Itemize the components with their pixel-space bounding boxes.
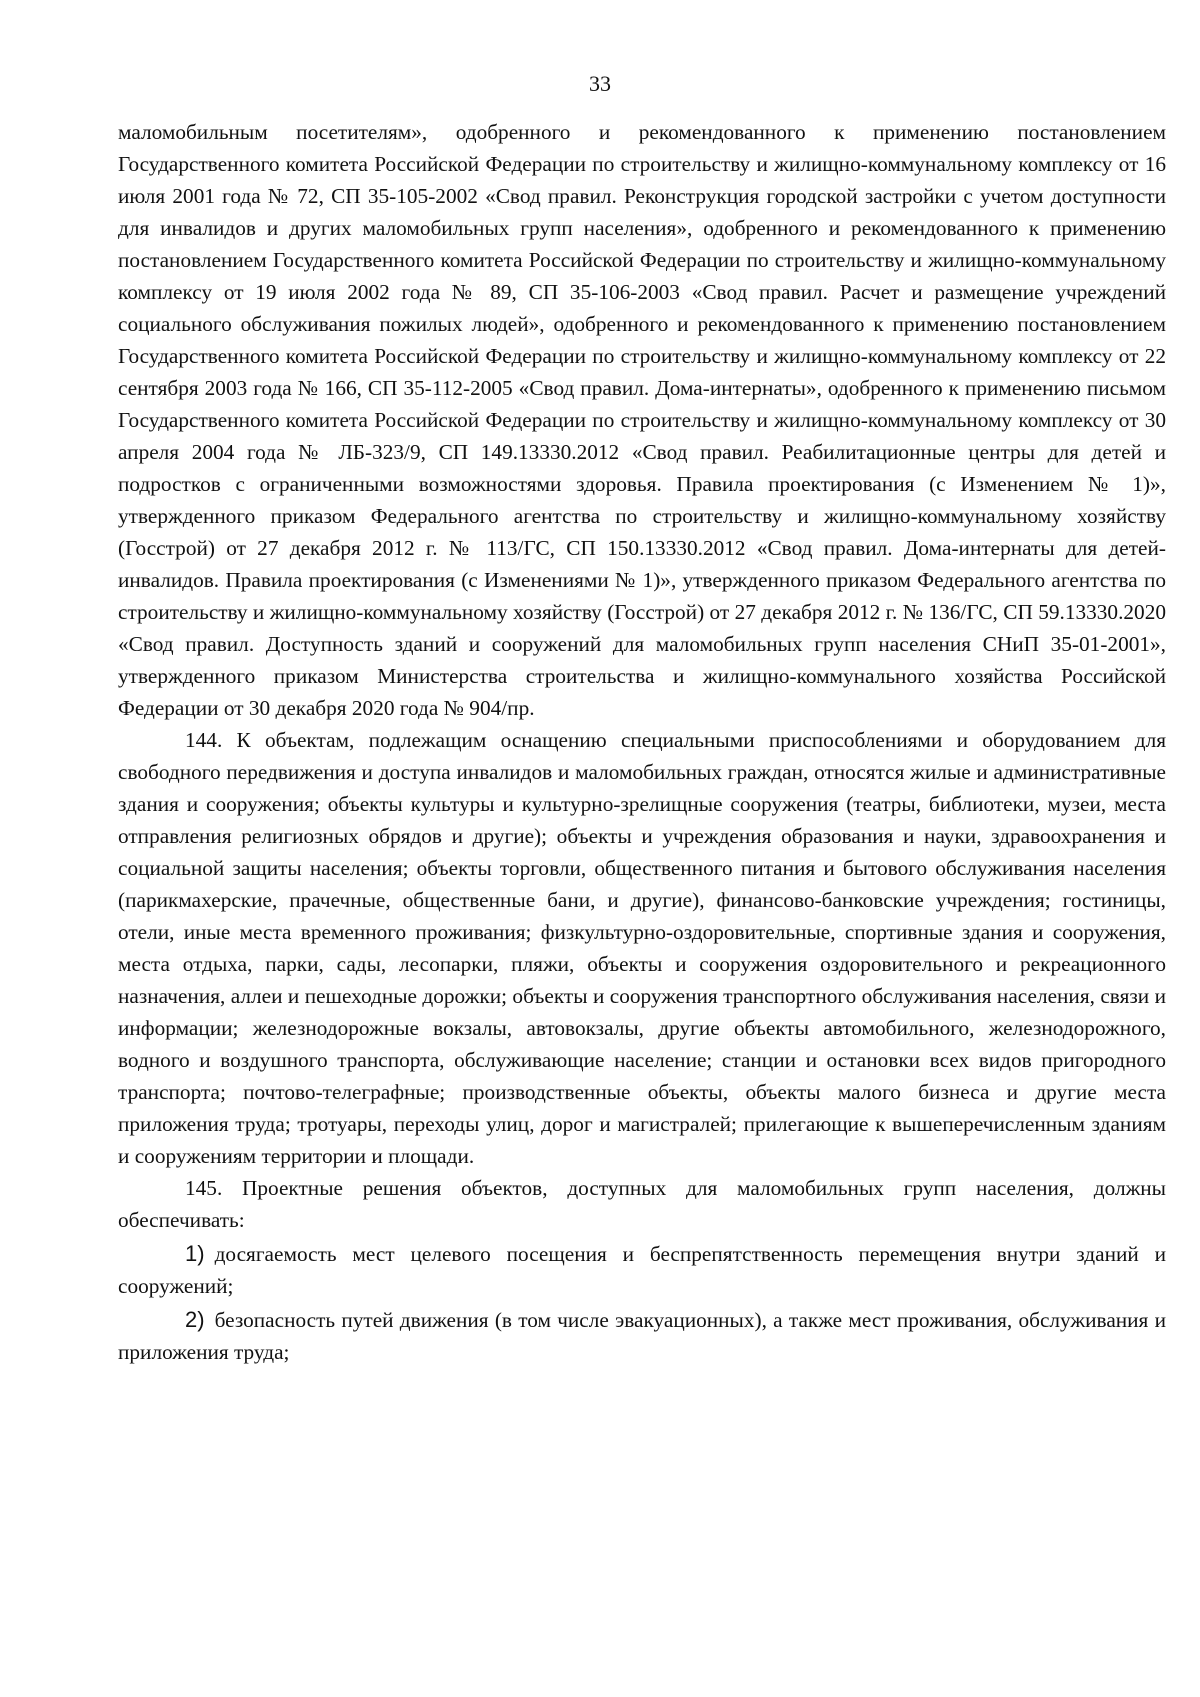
paragraph-continuation: маломобильным посетителям», одобренного и рекомендованного к применению постановлением Государственного комитета Российской Федерации по строительству и жилищно-коммунальному комплексу от 16 июля 2001 года № 72, СП 35-105-2002 «Свод правил. Реконструкция городской застройки с учетом доступности для инвалидов и других маломобильных групп населения», одобренного и рекомендованного к применению постановлением Государственного комитета Российской Федерации по строительству и жилищно-коммунальному комплексу от 19 июля 2002 года № 89, СП 35-106-2003 «Свод правил. Расчет и размещение учреждений социального обслуживания пожилых людей», одобренного и рекомендованного к применению постановлением Государственного комитета Российской Федерации по строительству и жилищно-коммунальному комплексу от 22 сентября 2003 года № 166, СП 35-112-2005 «Свод правил. Дома-интернаты», одобренного к применению письмом Государственного комитета Российской Федерации по строительству и жилищно-коммунальному комплексу от 30 апреля 2004 года № ЛБ-323/9, СП 149.13330.2012 «Свод правил. Реабилитационные центры для детей и подростков с ограниченными возможностями здоровья. Правила проектирования (с Изменением № 1)», утвержденного приказом Федерального агентства по строительству и жилищно-коммунальному хозяйству (Госстрой) от 27 декабря 2012 г. № 113/ГС, СП 150.13330.2012 «Свод правил. Дома-интернаты для детей-инвалидов. Правила проектирования (с Изменениями № 1)», утвержденного приказом Федерального агентства по строительству и жилищно-коммунальному хозяйству (Госстрой) от 27 декабря 2012 г. № 136/ГС, СП 59.13330.2020 «Свод правил. Доступность зданий и сооружений для маломобильных групп населения СНиП 35-01-2001», утвержденного приказом Министерства строительства и жилищно-коммунального хозяйства Российской Федерации от 30 декабря 2020 года № 904/пр. — [118, 120, 1166, 720]
list-item-number: 1) — [185, 1241, 205, 1266]
paragraph-clause-144: 144. К объектам, подлежащим оснащению специальными приспособлениями и оборудованием для свободного передвижения и доступа инвалидов и маломобильных граждан, относятся жилые и административные здания и сооружения; объекты культуры и культурно-зрелищные сооружения (театры, библиотеки, музеи, места отправления религиозных обрядов и другие); объекты и учреждения образования и науки, здравоохранения и социальной защиты населения; объекты торговли, общественного питания и бытового обслуживания населения (парикмахерские, прачечные, общественные бани, и другие), финансово-банковские учреждения; гостиницы, отели, иные места временного проживания; физкультурно-оздоровительные, спортивные здания и сооружения, места отдыха, парки, сады, лесопарки, пляжи, объекты и сооружения оздоровительного и рекреационного назначения, аллеи и пешеходные дорожки; объекты и сооружения транспортного обслуживания населения, связи и информации; железнодорожные вокзалы, автовокзалы, другие объекты автомобильного, железнодорожного, водного и воздушного транспорта, обслуживающие население; станции и остановки всех видов пригородного транспорта; почтово-телеграфные; производственные объекты, объекты малого бизнеса и другие места приложения труда; тротуары, переходы улиц, дорог и магистралей; прилегающие к вышеперечисленным зданиям и сооружениям территории и площади. — [118, 728, 1166, 1168]
list-item-text: безопасность путей движения (в том числе эвакуационных), а также мест проживания, обслуживания и приложения труда; — [118, 1308, 1166, 1364]
list-item-text: досягаемость мест целевого посещения и беспрепятственность перемещения внутри зданий и сооружений; — [118, 1242, 1166, 1298]
page-number: 33 — [589, 71, 611, 96]
paragraph-clause-145: 145. Проектные решения объектов, доступных для маломобильных групп населения, должны обеспечивать: — [118, 1176, 1166, 1232]
list-item — [118, 1304, 1166, 1368]
list-item-number: 2) — [185, 1307, 205, 1332]
document-body — [118, 116, 1166, 1368]
list-item — [118, 1238, 1166, 1302]
